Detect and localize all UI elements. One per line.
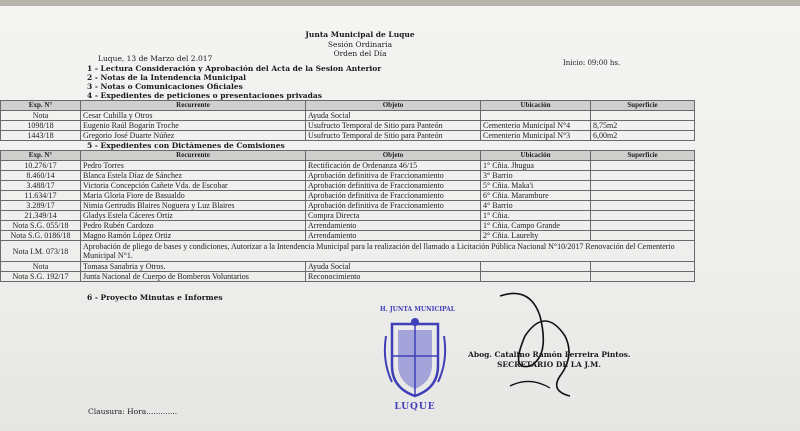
signatory-name: Abog. Catalino Ramón Ferreira Pintos. [468, 350, 631, 359]
cell-recurrente: Tomasa Sanabria y Otros. [81, 262, 306, 272]
table-row [1, 231, 695, 241]
seal-emblem-icon [380, 316, 450, 406]
cell-exp: 3.289/17 [1, 201, 81, 211]
cell-exp: 10.276/17 [1, 161, 81, 171]
header-line-2: Sesión Ordinaria [327, 40, 393, 49]
cell-superficie [591, 201, 695, 211]
cell-exp: 3.488/17 [1, 181, 81, 191]
col-objeto: Objeto [306, 151, 481, 161]
cell-objeto: Aprobación definitiva de Fraccionamiento [306, 181, 481, 191]
cell-ubicacion: 1° Cñia. Jhugua [481, 161, 591, 171]
cell-recurrente: Nimia Gertrudis Blaires Noguera y Luz Blaires [81, 201, 306, 211]
cell-ubicacion: 3° Barrio [481, 171, 591, 181]
agenda-item-2: 2 - Notas de la Intendencia Municipal [87, 73, 246, 82]
cell-objeto: Aprobación definitiva de Fraccionamiento [306, 171, 481, 181]
table-row [1, 191, 695, 201]
municipal-seal [380, 306, 455, 416]
cell-exp: 21.349/14 [1, 211, 81, 221]
table-peticiones [0, 100, 695, 141]
col-superficie: Superficie [591, 101, 695, 111]
cell-superficie [591, 221, 695, 231]
col-ubicacion: Ubicación [481, 151, 591, 161]
table-row [1, 201, 695, 211]
cell-ubicacion: Cementerio Municipal N°3 [481, 131, 591, 141]
cell-exp: Nota [1, 262, 81, 272]
agenda-item-4: 4 - Expedientes de peticiones o presentaciones privadas [87, 91, 322, 100]
cell-superficie [591, 181, 695, 191]
col-recurrente: Recurrente [81, 151, 306, 161]
cell-superficie [591, 171, 695, 181]
start-time: Inicio: 09:00 hs. [563, 59, 621, 67]
cell-recurrente: Pedro Rubén Cardozo [81, 221, 306, 231]
table-row [1, 131, 695, 141]
cell-recurrente: Victoria Concepción Cañete Vda. de Escobar [81, 181, 306, 191]
cell-ubicacion: 1° Cñia. [481, 211, 591, 221]
table-row [1, 121, 695, 131]
cell-objeto: Compra Directa [306, 211, 481, 221]
cell-exp: Nota S.G. 192/17 [1, 272, 81, 282]
table-row [1, 161, 695, 171]
table-dictamenes [0, 150, 695, 282]
table-row [1, 221, 695, 231]
seal-text: H. JUNTA MUNICIPAL [380, 306, 455, 313]
cell-exp: 1098/18 [1, 121, 81, 131]
col-exp: Exp. N° [1, 151, 81, 161]
session-date: Luque, 13 de Marzo del 2.017 [98, 54, 213, 63]
cell-description: Aprobación de pliego de bases y condiciones, Autorizar a la Intendencia Municipal para la realización del llamado a Licitación Pública Nacional N°10/2017 Renovación del Cementerio Municipal N°1. [81, 241, 695, 262]
cell-recurrente: Blanca Estela Díaz de Sánchez [81, 171, 306, 181]
table-row [1, 171, 695, 181]
cell-objeto: Arrendamiento [306, 221, 481, 231]
cell-exp: 11.634/17 [1, 191, 81, 201]
table-row [1, 181, 695, 191]
cell-objeto: Arrendamiento [306, 231, 481, 241]
cell-recurrente: Maria Gloria Fiore de Basualdo [81, 191, 306, 201]
col-exp: Exp. N° [1, 101, 81, 111]
cell-objeto: Rectificación de Ordenanza 46/15 [306, 161, 481, 171]
cell-ubicacion: 6° Cñia. Marambure [481, 191, 591, 201]
cell-objeto: Reconocimiento [306, 272, 481, 282]
document-page [0, 6, 800, 431]
table-row-wide [1, 241, 695, 262]
cell-objeto: Aprobación definitiva de Fraccionamiento [306, 201, 481, 211]
cell-exp: 1443/18 [1, 131, 81, 141]
cell-exp: Nota [1, 111, 81, 121]
seal-city: LUQUE [394, 402, 436, 412]
cell-superficie [591, 161, 695, 171]
table-row [1, 111, 695, 121]
agenda-item-5: 5 - Expedientes con Dictámenes de Comisiones [87, 141, 285, 150]
col-superficie: Superficie [591, 151, 695, 161]
cell-objeto: Aprobación definitiva de Fraccionamiento [306, 191, 481, 201]
col-recurrente: Recurrente [81, 101, 306, 111]
cell-ubicacion: 2° Cñia. Laurelty [481, 231, 591, 241]
cell-recurrente: Magno Ramón López Ortiz [81, 231, 306, 241]
cell-ubicacion: 4° Barrio [481, 201, 591, 211]
cell-superficie [591, 231, 695, 241]
cell-ubicacion [481, 111, 591, 121]
closing-time: Clausura: Hora............. [88, 407, 178, 416]
cell-recurrente: Junta Nacional de Cuerpo de Bomberos Voluntarios [81, 272, 306, 282]
cell-objeto: Ayuda Social [306, 111, 481, 121]
agenda-item-6: 6 - Proyecto Minutas e Informes [87, 293, 223, 302]
table-header-row [1, 101, 695, 111]
cell-objeto: Usufructo Temporal de Sitio para Panteón [306, 131, 481, 141]
cell-superficie [591, 191, 695, 201]
cell-superficie: 8,75m2 [591, 121, 695, 131]
cell-exp: Nota S.G. 0186/18 [1, 231, 81, 241]
agenda-item-1: 1 - Lectura Consideración y Aprobación del Acta de la Sesion Anterior [87, 64, 382, 73]
agenda-item-3: 3 - Notas o Comunicaciones Oficiales [87, 82, 243, 91]
header-line-1: Junta Municipal de Luque [305, 30, 415, 39]
cell-ubicacion [481, 262, 591, 272]
cell-recurrente: Eugenio Raúl Bogarín Troche [81, 121, 306, 131]
table-header-row [1, 151, 695, 161]
col-objeto: Objeto [306, 101, 481, 111]
cell-superficie [591, 111, 695, 121]
cell-recurrente: Cesar Cubilla y Otros [81, 111, 306, 121]
cell-recurrente: Gladys Estela Cáceres Ortiz [81, 211, 306, 221]
cell-recurrente: Pedro Torres [81, 161, 306, 171]
handwritten-signature [470, 276, 610, 416]
cell-exp: 8.460/14 [1, 171, 81, 181]
cell-ubicacion: Cementerio Municipal N°4 [481, 121, 591, 131]
cell-recurrente: Gregorio José Duarte Núñez [81, 131, 306, 141]
cell-objeto: Ayuda Social [306, 262, 481, 272]
signatory-title: SECRETARIO DE LA J.M. [497, 360, 601, 369]
cell-exp: Nota I.M. 073/18 [1, 241, 81, 262]
header-line-3: Orden del Día [333, 49, 387, 58]
cell-objeto: Usufructo Temporal de Sitio para Panteón [306, 121, 481, 131]
cell-superficie: 6,00m2 [591, 131, 695, 141]
cell-exp: Nota S.G. 055/18 [1, 221, 81, 231]
cell-superficie [591, 262, 695, 272]
col-ubicacion: Ubicación [481, 101, 591, 111]
table-row [1, 262, 695, 272]
cell-ubicacion: 5° Cñia. Maka'i [481, 181, 591, 191]
cell-superficie [591, 211, 695, 221]
cell-ubicacion: 1° Cñia. Campo Grande [481, 221, 591, 231]
table-row [1, 211, 695, 221]
